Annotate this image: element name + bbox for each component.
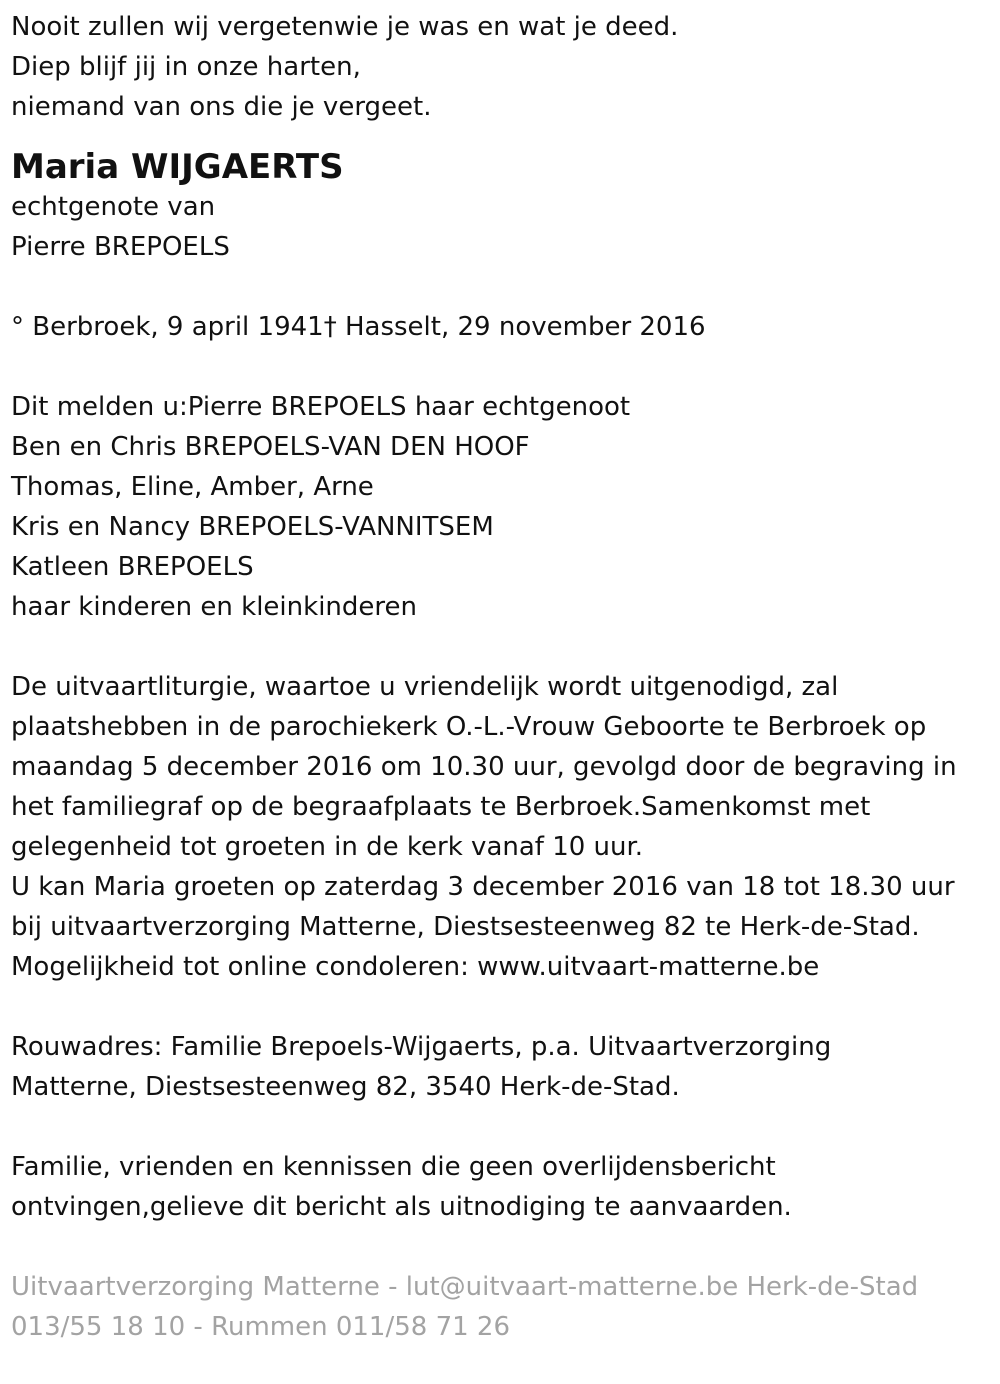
notice-line: Familie, vrienden en kennissen die geen overlijdensbericht	[11, 1152, 776, 1182]
deceased-block	[11, 147, 1000, 267]
ceremony-line: gelegenheid tot groeten in de kerk vanaf 10 uur.	[11, 832, 644, 862]
ceremony-line: U kan Maria groeten op zaterdag 3 december 2016 van 18 tot 18.30 uur	[11, 872, 955, 902]
poem	[11, 7, 1000, 127]
announcer-line: Dit melden u:Pierre BREPOELS haar echtgenoot	[11, 392, 631, 422]
address-line: Rouwadres: Familie Brepoels-Wijgaerts, p.a. Uitvaartverzorging	[11, 1032, 832, 1062]
poem-line: Diep blijf jij in onze harten,	[11, 52, 361, 82]
announcer-line: haar kinderen en kleinkinderen	[11, 592, 417, 622]
spacer	[11, 627, 1000, 667]
birth-death-dates: ° Berbroek, 9 april 1941† Hasselt, 29 november 2016	[11, 312, 706, 342]
announcers	[11, 387, 1000, 627]
ceremony-line: De uitvaartliturgie, waartoe u vriendelijk wordt uitgenodigd, zal	[11, 672, 839, 702]
announcer-line: Ben en Chris BREPOELS-VAN DEN HOOF	[11, 432, 530, 462]
spacer	[11, 987, 1000, 1027]
announcer-line: Katleen BREPOELS	[11, 552, 254, 582]
ceremony-details	[11, 667, 1000, 987]
announcer-line: Thomas, Eline, Amber, Arne	[11, 472, 374, 502]
ceremony-line: bij uitvaartverzorging Matterne, Diestsesteenweg 82 te Herk-de-Stad.	[11, 912, 920, 942]
spacer	[11, 1107, 1000, 1147]
invitation-notice	[11, 1147, 1000, 1227]
deceased-name: Maria WIJGAERTS	[11, 147, 344, 187]
footer-line: Uitvaartverzorging Matterne - lut@uitvaart-matterne.be Herk-de-Stad	[11, 1272, 919, 1302]
announcer-line: Kris en Nancy BREPOELS-VANNITSEM	[11, 512, 494, 542]
mourning-address	[11, 1027, 1000, 1107]
deceased-spouse: Pierre BREPOELS	[11, 232, 230, 262]
ceremony-line: plaatshebben in de parochiekerk O.-L.-Vrouw Geboorte te Berbroek op	[11, 712, 927, 742]
poem-line: niemand van ons die je vergeet.	[11, 92, 432, 122]
spacer	[11, 1227, 1000, 1267]
notice-line: ontvingen,gelieve dit bericht als uitnodiging te aanvaarden.	[11, 1192, 792, 1222]
ceremony-line: Mogelijkheid tot online condoleren: www.uitvaart-matterne.be	[11, 952, 820, 982]
address-line: Matterne, Diestsesteenweg 82, 3540 Herk-de-Stad.	[11, 1072, 680, 1102]
ceremony-line: maandag 5 december 2016 om 10.30 uur, gevolgd door de begraving in	[11, 752, 957, 782]
funeral-home-footer	[11, 1267, 1000, 1347]
spacer	[11, 347, 1000, 387]
footer-line: 013/55 18 10 - Rummen 011/58 71 26	[11, 1312, 511, 1342]
deceased-relation: echtgenote van	[11, 192, 216, 222]
spacer	[11, 267, 1000, 307]
ceremony-line: het familiegraf op de begraafplaats te Berbroek.Samenkomst met	[11, 792, 871, 822]
poem-line: Nooit zullen wij vergetenwie je was en wat je deed.	[11, 12, 679, 42]
